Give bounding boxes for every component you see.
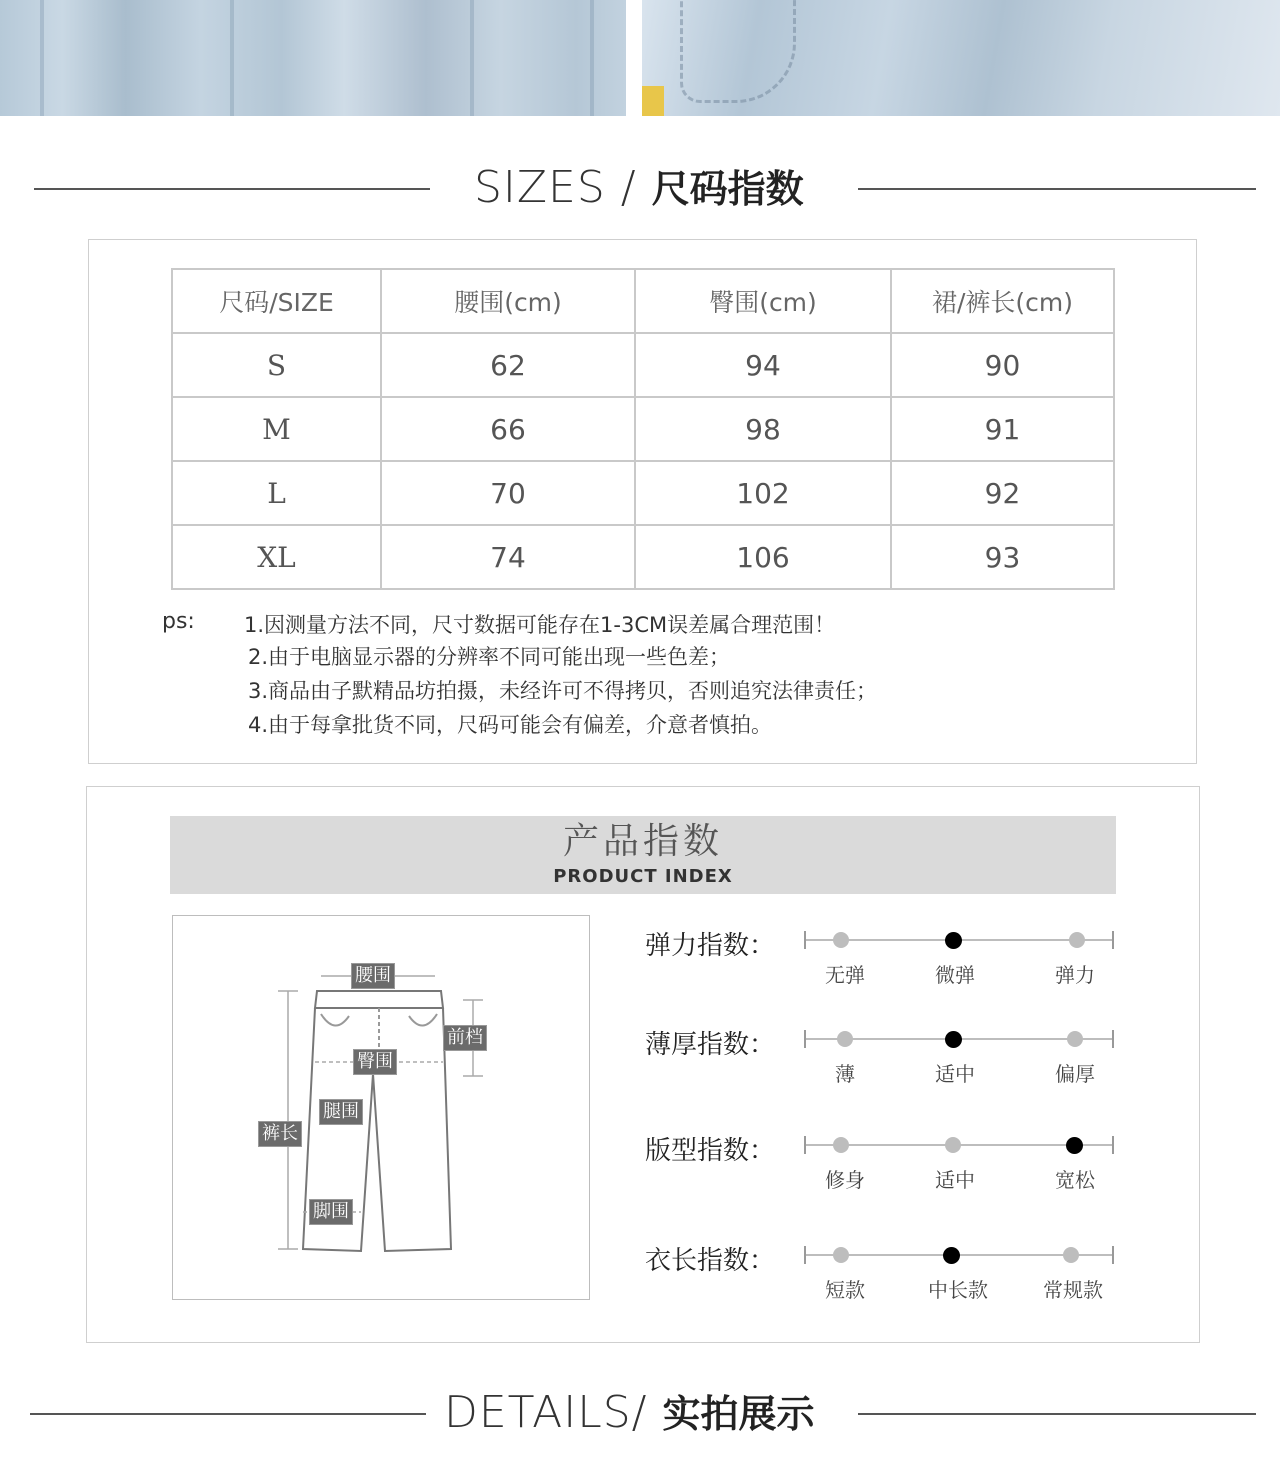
note-item: 2.由于电脑显示器的分辨率不同可能出现一些色差； xyxy=(248,645,731,669)
index-dot-0 xyxy=(833,1247,849,1263)
track-end-tick xyxy=(1112,1030,1114,1048)
index-option: 无弹 xyxy=(825,963,865,987)
index-dot-1 xyxy=(945,1137,961,1153)
table-row xyxy=(172,525,1114,589)
product-index-title-en: PRODUCT INDEX xyxy=(553,866,733,887)
index-option: 微弹 xyxy=(935,963,975,987)
cell-hip: 98 xyxy=(635,397,891,461)
index-dot-2 xyxy=(1069,932,1085,948)
cell-length: 90 xyxy=(891,333,1114,397)
index-option: 修身 xyxy=(825,1168,865,1192)
index-label: 弹力指数： xyxy=(645,931,776,961)
details-title-slash: / xyxy=(631,1387,663,1438)
note-item: 3.商品由子默精品坊拍摄，未经许可不得拷贝，否则追究法律责任； xyxy=(248,679,878,703)
index-dot-0 xyxy=(833,1137,849,1153)
header-length: 裙/裤长(cm) xyxy=(891,269,1114,333)
index-dot-0 xyxy=(837,1031,853,1047)
index-dot-0 xyxy=(833,932,849,948)
index-label: 衣长指数： xyxy=(645,1246,776,1276)
title-divider-right xyxy=(858,1413,1256,1415)
cell-size: XL xyxy=(172,525,381,589)
index-label: 薄厚指数： xyxy=(645,1030,776,1060)
index-dot-1 xyxy=(945,932,962,949)
track-end-tick xyxy=(804,1136,806,1154)
cell-hip: 102 xyxy=(635,461,891,525)
sizes-title-zh: 尺码指数 xyxy=(651,167,804,211)
fit-index xyxy=(645,1130,1125,1200)
jeans-photo-front xyxy=(0,0,626,116)
cell-waist: 62 xyxy=(381,333,635,397)
cell-size: L xyxy=(172,461,381,525)
elasticity-index xyxy=(645,925,1125,995)
details-title-zh: 实拍展示 xyxy=(662,1392,815,1436)
track-end-tick xyxy=(804,1246,806,1264)
table-row xyxy=(172,461,1114,525)
index-option: 常规款 xyxy=(1043,1278,1103,1302)
label-rise: 前档 xyxy=(443,1025,487,1051)
index-dot-2 xyxy=(1063,1247,1079,1263)
index-dot-2 xyxy=(1067,1031,1083,1047)
sizes-section-title xyxy=(0,158,1280,218)
label-waist: 腰围 xyxy=(351,963,395,989)
index-option: 适中 xyxy=(935,1062,975,1086)
index-option: 中长款 xyxy=(928,1278,988,1302)
track-end-tick xyxy=(1112,1246,1114,1264)
label-hem: 脚围 xyxy=(309,1199,353,1225)
header-size: 尺码/SIZE xyxy=(172,269,381,333)
header-waist: 腰围(cm) xyxy=(381,269,635,333)
table-row xyxy=(172,333,1114,397)
thickness-index xyxy=(645,1024,1125,1094)
track-end-tick xyxy=(804,1030,806,1048)
header-hip: 臀围(cm) xyxy=(635,269,891,333)
index-option: 偏厚 xyxy=(1055,1062,1095,1086)
product-photo-strip xyxy=(0,0,1280,116)
index-option: 适中 xyxy=(935,1168,975,1192)
product-index-title-zh: 产品指数 xyxy=(562,821,723,862)
title-divider-left xyxy=(34,188,430,190)
index-dot-2 xyxy=(1066,1137,1083,1154)
label-thigh: 腿围 xyxy=(319,1099,363,1125)
cell-waist: 74 xyxy=(381,525,635,589)
note-item: 4.由于每拿批货不同，尺码可能会有偏差，介意者慎拍。 xyxy=(248,713,773,737)
track-end-tick xyxy=(1112,1136,1114,1154)
cell-waist: 66 xyxy=(381,397,635,461)
track-end-tick xyxy=(1112,931,1114,949)
cell-hip: 106 xyxy=(635,525,891,589)
notes-label: ps: xyxy=(162,609,195,634)
size-table-header-row xyxy=(172,269,1114,333)
note-item: 1.因测量方法不同，尺寸数据可能存在1-3CM误差属合理范围！ xyxy=(244,613,836,637)
pants-measurement-diagram xyxy=(172,915,590,1300)
cell-length: 93 xyxy=(891,525,1114,589)
label-hip: 臀围 xyxy=(353,1049,397,1075)
cell-length: 91 xyxy=(891,397,1114,461)
index-label: 版型指数： xyxy=(645,1136,776,1166)
index-dot-1 xyxy=(943,1247,960,1264)
cell-hip: 94 xyxy=(635,333,891,397)
cell-size: M xyxy=(172,397,381,461)
details-section-title xyxy=(0,1383,1280,1443)
index-option: 短款 xyxy=(825,1278,865,1302)
details-title-en: DETAILS xyxy=(444,1387,632,1438)
title-divider-left xyxy=(30,1413,426,1415)
index-dot-1 xyxy=(945,1031,962,1048)
track-end-tick xyxy=(804,931,806,949)
product-index-header xyxy=(170,816,1116,894)
index-option: 薄 xyxy=(835,1062,855,1086)
index-option: 弹力 xyxy=(1055,963,1095,987)
length-index xyxy=(645,1240,1125,1310)
title-divider-right xyxy=(858,188,1256,190)
index-option: 宽松 xyxy=(1055,1168,1095,1192)
cell-waist: 70 xyxy=(381,461,635,525)
sizes-title-slash: / xyxy=(605,162,652,213)
cell-size: S xyxy=(172,333,381,397)
jeans-photo-back-pocket xyxy=(642,0,1280,116)
cell-length: 92 xyxy=(891,461,1114,525)
table-row xyxy=(172,397,1114,461)
size-table xyxy=(171,268,1115,590)
sizes-title-en: SIZES xyxy=(474,162,606,213)
label-length: 裤长 xyxy=(258,1121,302,1147)
